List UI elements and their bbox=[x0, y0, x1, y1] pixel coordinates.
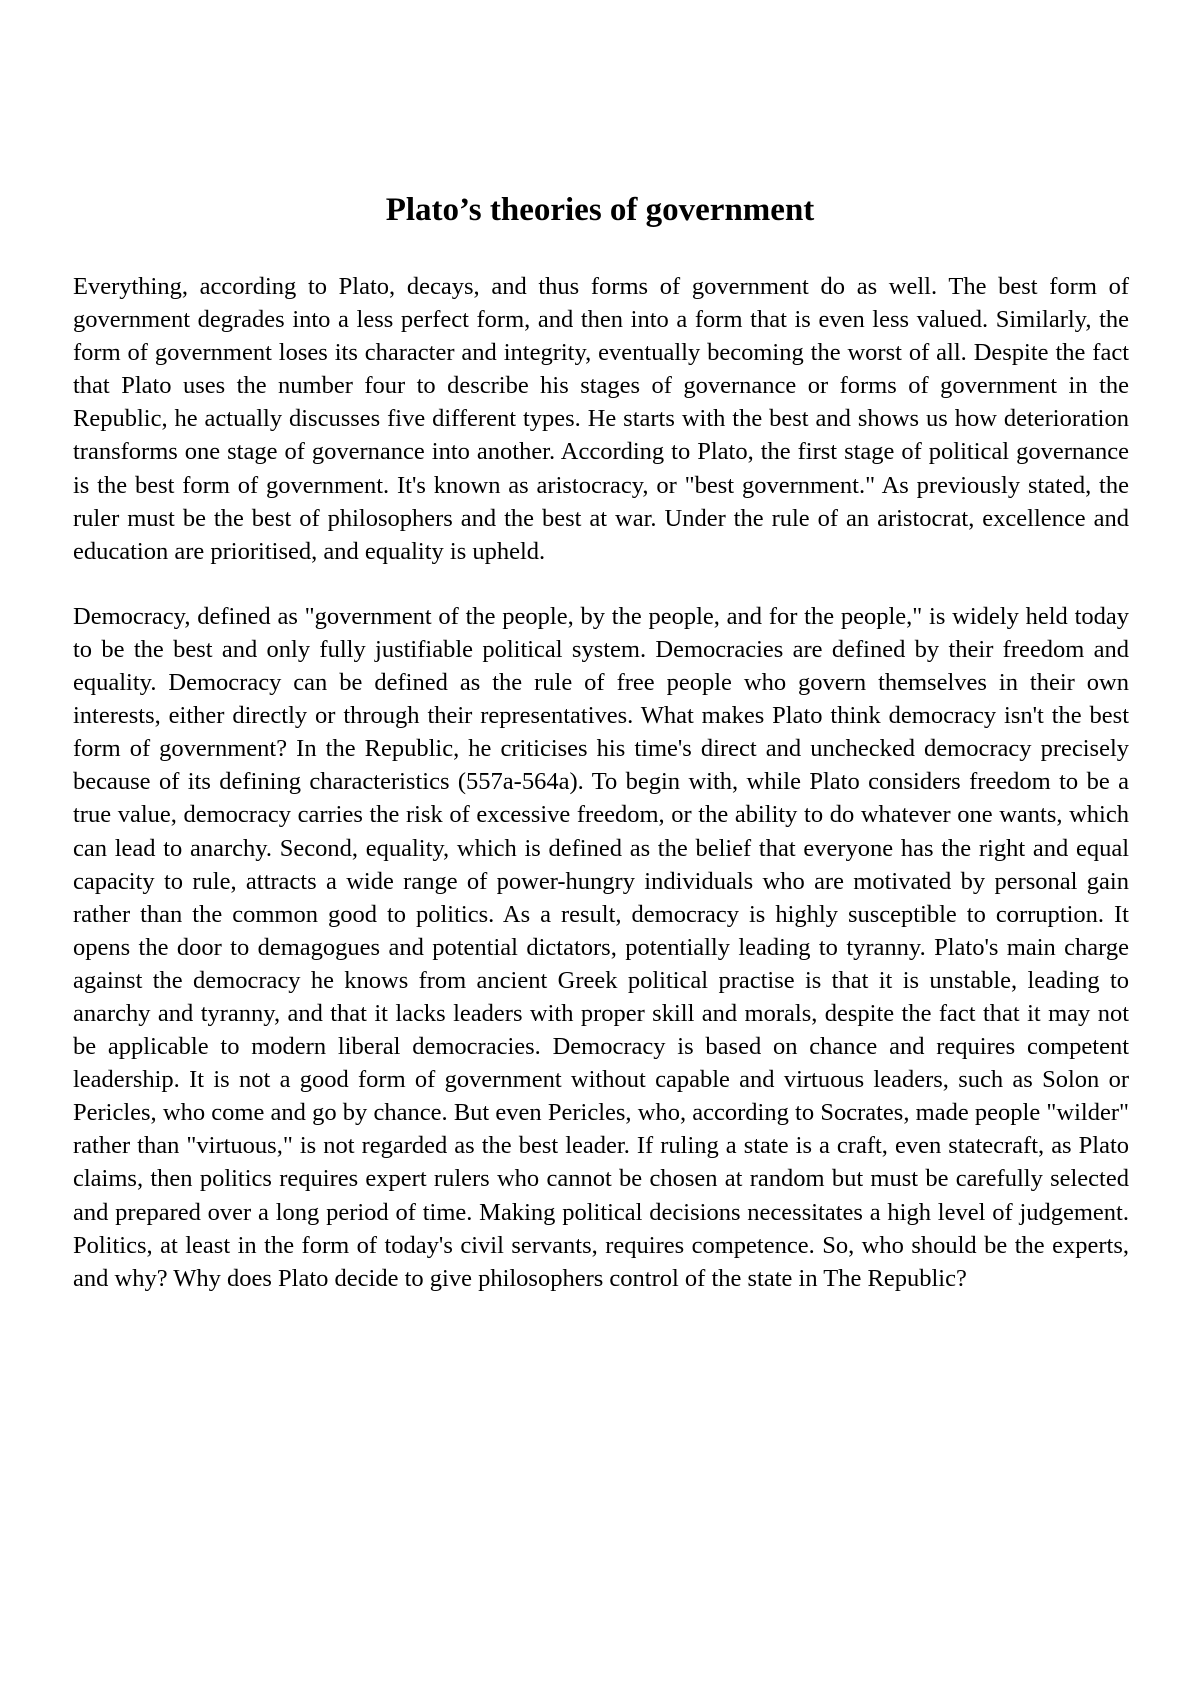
document-body bbox=[73, 270, 1129, 1327]
paragraph-aristocracy: Everything, according to Plato, decays, and thus forms of government do as well. The best form of government degrades into a less perfect form, and then into a form that is even less valued. Similarly, the form of government loses its character and integrity, eventually becoming the worst of all. Despite the fact that Plato uses the number four to describe his stages of governance or forms of government in the Republic, he actually discusses five different types. He starts with the best and shows us how deterioration transforms one stage of governance into another. According to Plato, the first stage of political governance is the best form of government. It's known as aristocracy, or "best government." As previously stated, the ruler must be the best of philosophers and the best at war. Under the rule of an aristocrat, excellence and education are prioritised, and equality is upheld. bbox=[73, 273, 1129, 565]
page-title: Plato’s theories of government bbox=[385, 192, 815, 228]
paragraph-democracy: Democracy, defined as "government of the people, by the people, and for the people," is widely held today to be the best and only fully justifiable political system. Democracies are defined by their freedom and equality. Democracy can be defined as the rule of free people who govern themselves in their own interests, either directly or through their representatives. What makes Plato think democracy isn't the best form of government? In the Republic, he criticises his time's direct and unchecked democracy precisely because of its defining characteristics (557a-564a). To begin with, while Plato considers freedom to be a true value, democracy carries the risk of excessive freedom, or the ability to do whatever one wants, which can lead to anarchy. Second, equality, which is defined as the belief that everyone has the right and equal capacity to rule, attracts a wide range of power-hungry individuals who are motivated by personal gain rather than the common good to politics. As a result, democracy is highly susceptible to corruption. It opens the door to demagogues and potential dictators, potentially leading to tyranny. Plato's main charge against the democracy he knows from ancient Greek political practise is that it is unstable, leading to anarchy and tyranny, and that it lacks leaders with proper skill and morals, despite the fact that it may not be applicable to modern liberal democracies. Democracy is based on chance and requires competent leadership. It is not a good form of government without capable and virtuous leaders, such as Solon or Pericles, who come and go by chance. But even Pericles, who, according to Socrates, made people "wilder" rather than "virtuous," is not regarded as the best leader. If ruling a state is a craft, even statecraft, as Plato claims, then politics requires expert rulers who cannot be chosen at random but must be carefully selected and prepared over a long period of time. Making political decisions necessitates a high level of judgement. Politics, at least in the form of today's civil servants, requires competence. So, who should be the experts, and why? Why does Plato decide to give philosophers control of the state in The Republic? bbox=[73, 602, 1129, 1292]
